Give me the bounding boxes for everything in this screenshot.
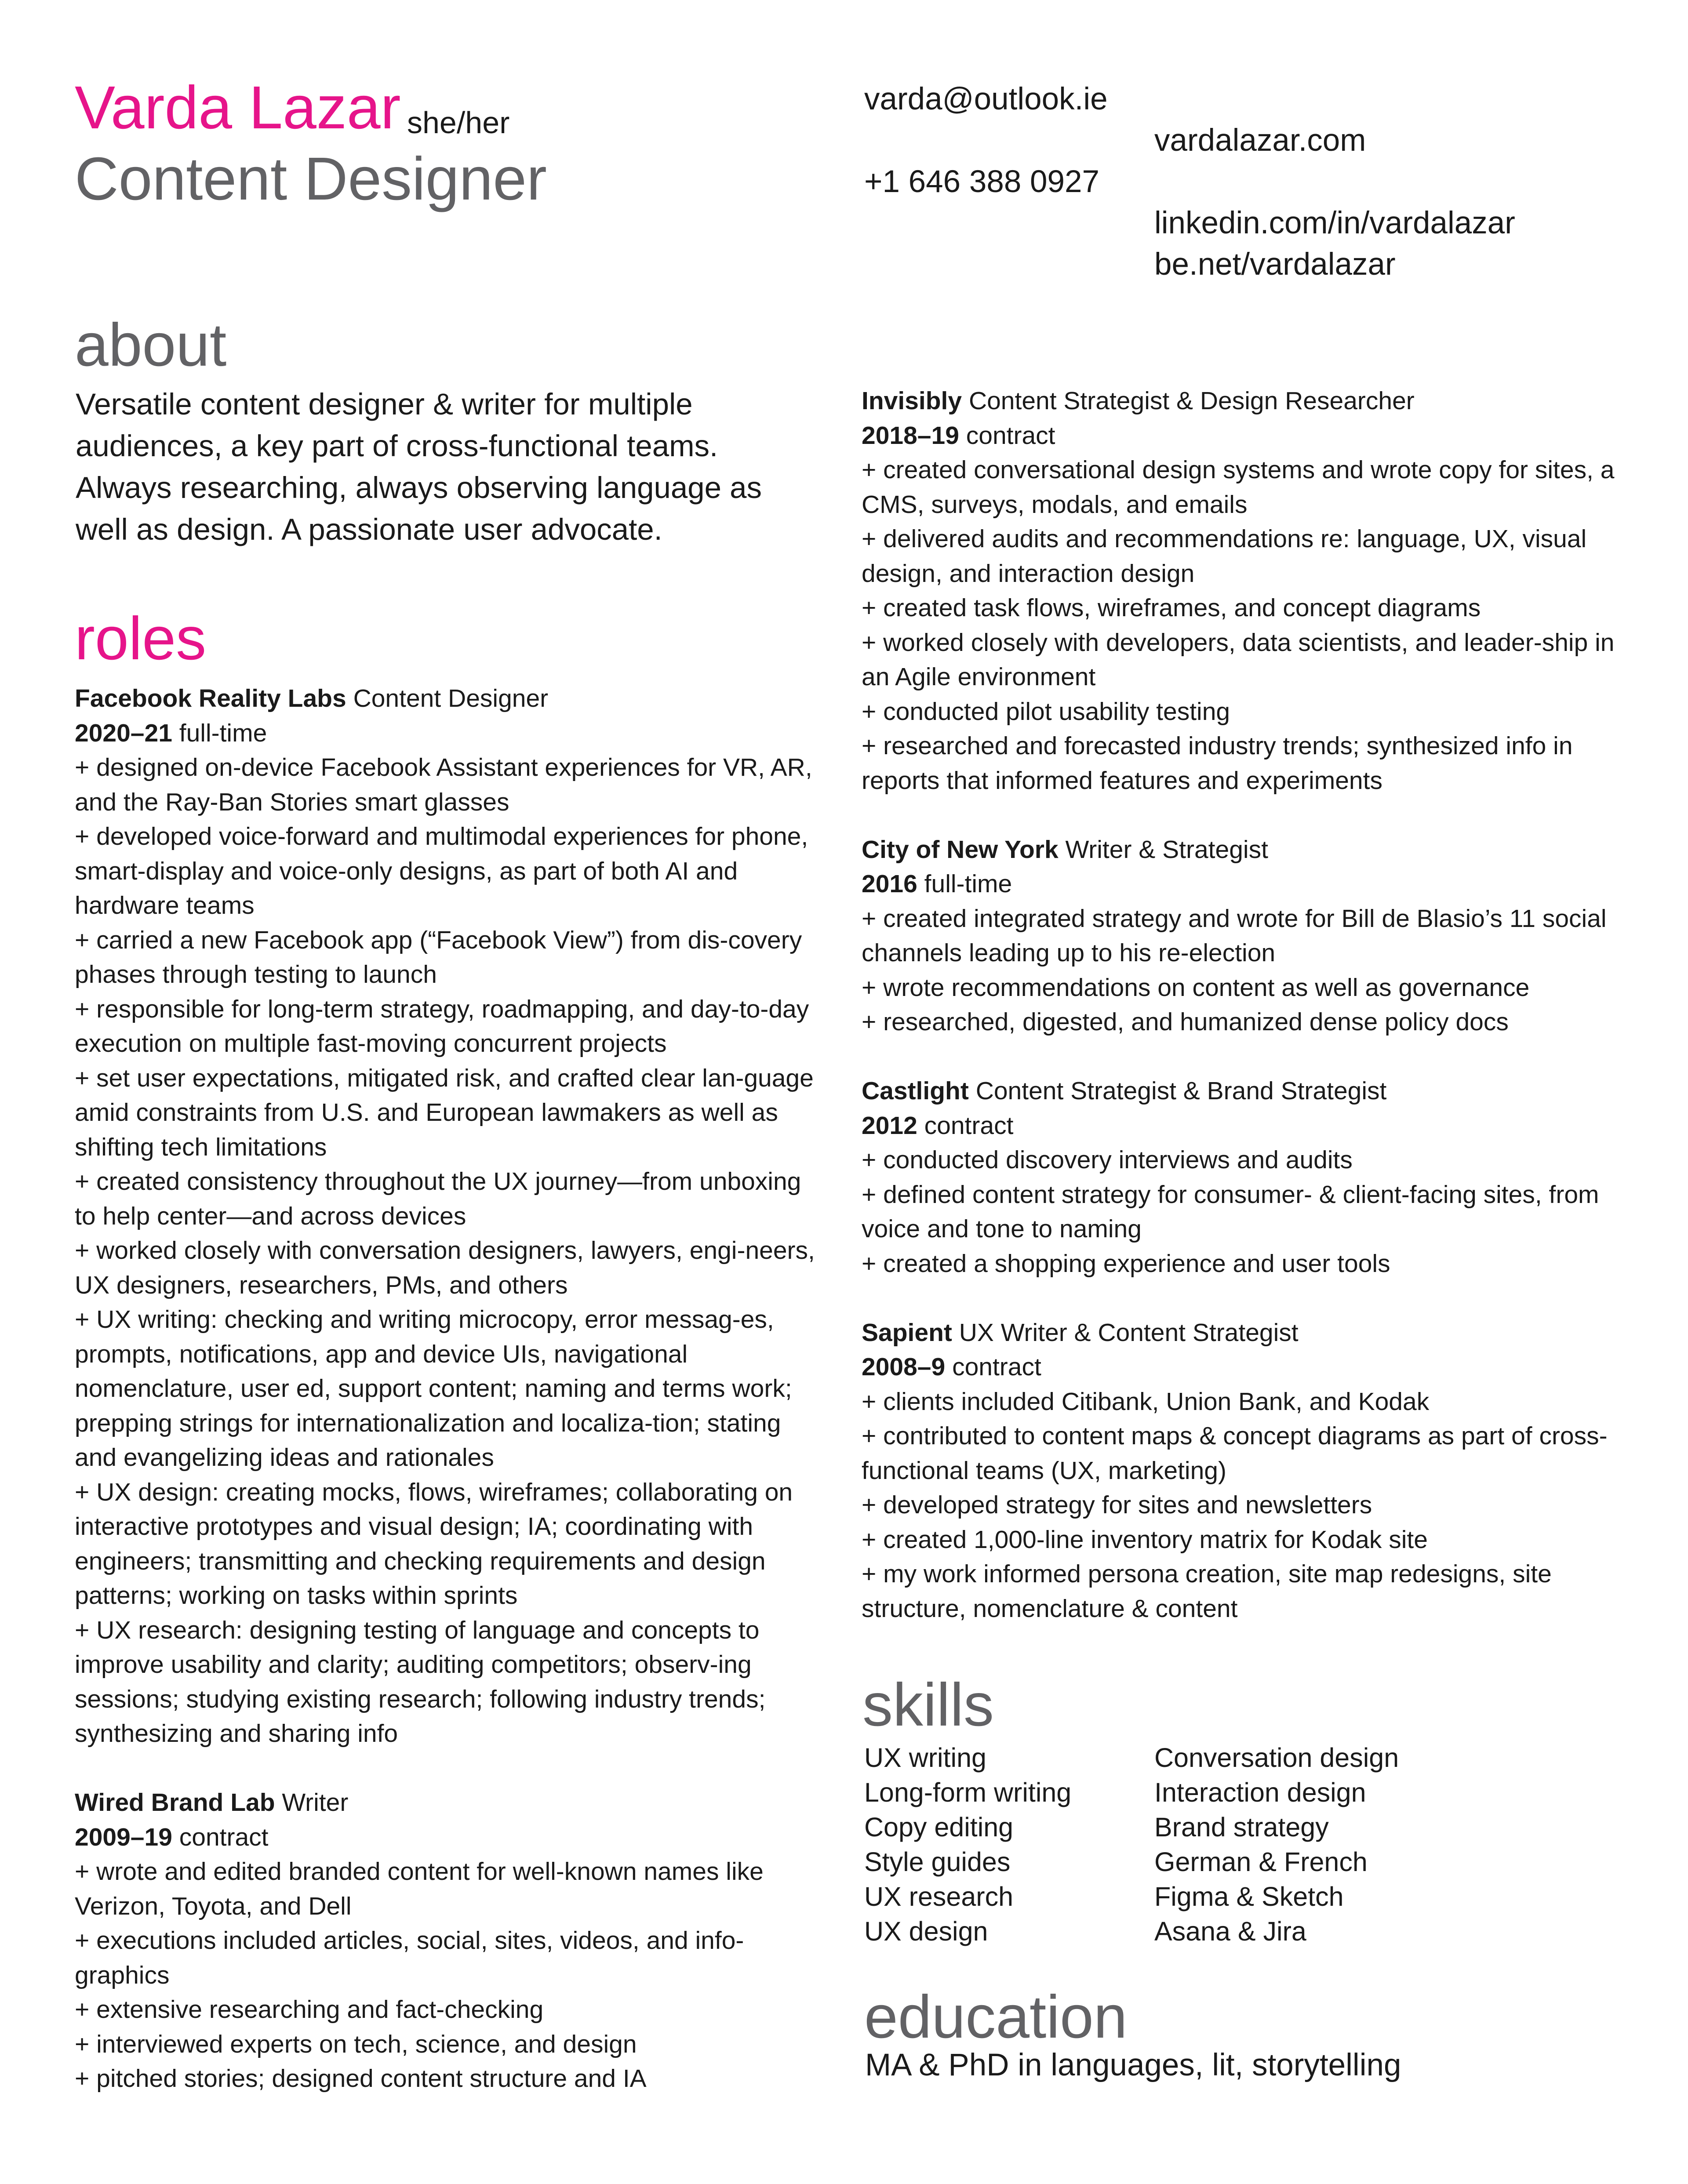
role-bullet: + created consistency throughout the UX journey—from unboxing to help center—and across devices — [75, 1167, 801, 1230]
role-entry — [862, 1315, 1618, 1626]
role-org: Wired Brand Lab — [75, 1788, 275, 1817]
skill-item: Interaction design — [1154, 1777, 1366, 1807]
role-bullet: + contributed to content maps & concept diagrams as part of cross-functional teams (UX, marketing) — [862, 1422, 1608, 1485]
role-bullet: + created a shopping experience and user tools — [862, 1249, 1390, 1278]
role-type: contract — [179, 1823, 269, 1851]
linkedin-link[interactable]: linkedin.com/in/vardalazar — [1154, 206, 1515, 240]
skill-item: Figma & Sketch — [1154, 1882, 1344, 1911]
role-type: contract — [966, 421, 1055, 450]
role-entry — [75, 1785, 822, 2096]
role-bullet: + researched, digested, and humanized dense policy docs — [862, 1008, 1509, 1036]
role-years: 2016 — [862, 870, 917, 898]
website-link[interactable]: vardalazar.com — [1154, 123, 1366, 158]
role-bullet: + extensive researching and fact-checking — [75, 1995, 544, 2024]
roles-heading: roles — [75, 605, 207, 672]
role-bullet: + created 1,000-line inventory matrix for Kodak site — [862, 1525, 1428, 1554]
skills-heading: skills — [862, 1671, 994, 1739]
role-bullet: + defined content strategy for consumer- & client-facing sites, from voice and tone to naming — [862, 1180, 1599, 1243]
role-bullet: + my work informed persona creation, site map redesigns, site structure, nomenclature & content — [862, 1560, 1552, 1623]
role-bullet: + conducted discovery interviews and audits — [862, 1146, 1353, 1174]
role-org: City of New York — [862, 835, 1059, 864]
role-bullet: + conducted pilot usability testing — [862, 697, 1230, 726]
role-bullet: + interviewed experts on tech, science, and design — [75, 2030, 637, 2058]
about-text: Versatile content designer & writer for multiple audiences, a key part of cross-functional teams. Always researching, always observing language as well as design. A passionate user advocate. — [76, 387, 762, 546]
skill-item: Conversation design — [1154, 1743, 1399, 1773]
role-type: contract — [924, 1111, 1014, 1140]
role-years: 2020–21 — [75, 719, 172, 747]
role-bullet: + wrote and edited branded content for well-known names like Verizon, Toyota, and Dell — [75, 1857, 764, 1920]
roles-right-column — [862, 384, 1618, 1661]
email-link[interactable]: varda@outlook.ie — [864, 82, 1108, 116]
role-bullet: + researched and forecasted industry trends; synthesized info in reports that informed features and experiments — [862, 732, 1573, 795]
skill-item: Style guides — [864, 1847, 1011, 1877]
role-bullet: + carried a new Facebook app (“Facebook View”) from dis-covery phases through testing to launch — [75, 926, 802, 988]
role-bullet: + created conversational design systems and wrote copy for sites, a CMS, surveys, modals, and emails — [862, 456, 1615, 519]
role-entry — [862, 384, 1618, 798]
skill-item: UX design — [864, 1916, 988, 1946]
role-bullet: + created integrated strategy and wrote for Bill de Blasio’s 11 social channels leading up to his re-election — [862, 904, 1607, 967]
role-org: Invisibly — [862, 387, 962, 415]
skill-item: Asana & Jira — [1154, 1916, 1306, 1946]
role-bullet: + created task flows, wireframes, and concept diagrams — [862, 594, 1481, 622]
role-bullet: + pitched stories; designed content structure and IA — [75, 2064, 647, 2093]
role-bullet: + worked closely with developers, data scientists, and leader-ship in an Agile environment — [862, 628, 1615, 691]
about-heading: about — [75, 311, 227, 379]
role-bullet: + clients included Citibank, Union Bank, and Kodak — [862, 1387, 1430, 1416]
pronouns: she/her — [407, 105, 510, 140]
role-bullet: + set user expectations, mitigated risk, and crafted clear lan-guage amid constraints from U.S. and European lawmakers as well as shifting tech limitations — [75, 1064, 814, 1161]
role-bullet: + worked closely with conversation designers, lawyers, engi-neers, UX designers, researchers, PMs, and others — [75, 1236, 815, 1299]
skill-item: Long-form writing — [864, 1777, 1072, 1807]
role-position: Content Designer — [353, 684, 549, 712]
role-type: contract — [952, 1353, 1041, 1381]
role-position: UX Writer & Content Strategist — [959, 1318, 1299, 1347]
role-entry — [862, 832, 1618, 1039]
skills-column-2 — [1154, 1741, 1399, 1949]
role-entry — [75, 681, 822, 1751]
role-bullet: + executions included articles, social, sites, videos, and info-graphics — [75, 1926, 744, 1989]
role-bullet: + designed on-device Facebook Assistant experiences for VR, AR, and the Ray-Ban Stories smart glasses — [75, 753, 812, 816]
skill-item: UX writing — [864, 1743, 986, 1773]
role-bullet: + UX research: designing testing of language and concepts to improve usability and clarity; auditing competitors; observ-ing sessions; studying existing research; following industry trends; synthesizing and sharing info — [75, 1616, 766, 1748]
role-bullet: + developed voice-forward and multimodal experiences for phone, smart-display and voice-only designs, as part of both AI and hardware teams — [75, 822, 808, 919]
role-org: Facebook Reality Labs — [75, 684, 346, 712]
role-bullet: + developed strategy for sites and newsletters — [862, 1491, 1372, 1519]
skills-column-1 — [864, 1741, 1071, 1949]
role-type: full-time — [924, 870, 1012, 898]
job-title: Content Designer — [75, 145, 547, 213]
role-position: Writer — [282, 1788, 349, 1817]
role-years: 2009–19 — [75, 1823, 172, 1851]
role-org: Sapient — [862, 1318, 952, 1347]
skill-item: Brand strategy — [1154, 1812, 1329, 1842]
roles-left-column — [75, 681, 822, 2130]
skill-item: Copy editing — [864, 1812, 1014, 1842]
role-bullet: + delivered audits and recommendations re: language, UX, visual design, and interaction design — [862, 525, 1587, 588]
education-heading: education — [864, 1983, 1128, 2051]
role-years: 2012 — [862, 1111, 917, 1140]
behance-link[interactable]: be.net/vardalazar — [1154, 247, 1396, 282]
role-entry — [862, 1074, 1618, 1281]
name: Varda Lazar — [75, 74, 401, 142]
education-text: MA & PhD in languages, lit, storytelling — [865, 2048, 1401, 2082]
role-org: Castlight — [862, 1077, 969, 1105]
role-position: Content Strategist & Design Researcher — [968, 387, 1415, 415]
phone-number[interactable]: +1 646 388 0927 — [864, 164, 1099, 199]
role-years: 2008–9 — [862, 1353, 946, 1381]
role-position: Content Strategist & Brand Strategist — [975, 1077, 1387, 1105]
role-bullet: + UX writing: checking and writing microcopy, error messag-es, prompts, notifications, app and device UIs, navigational nomenclature, user ed, support content; naming and terms work; prepping strings for internationalization and localiza-tion; stating and evangelizing ideas and rationales — [75, 1305, 792, 1472]
skill-item: German & French — [1154, 1847, 1368, 1877]
role-bullet: + wrote recommendations on content as well as governance — [862, 973, 1530, 1002]
role-years: 2018–19 — [862, 421, 959, 450]
role-position: Writer & Strategist — [1065, 835, 1268, 864]
skill-item: UX research — [864, 1882, 1014, 1911]
role-bullet: + responsible for long-term strategy, roadmapping, and day-to-day execution on multiple fast-moving concurrent projects — [75, 995, 809, 1057]
role-type: full-time — [179, 719, 267, 747]
role-bullet: + UX design: creating mocks, flows, wireframes; collaborating on interactive prototypes and visual design; IA; coordinating with engineers; transmitting and checking requirements and design patterns; working on tasks within sprints — [75, 1478, 793, 1610]
